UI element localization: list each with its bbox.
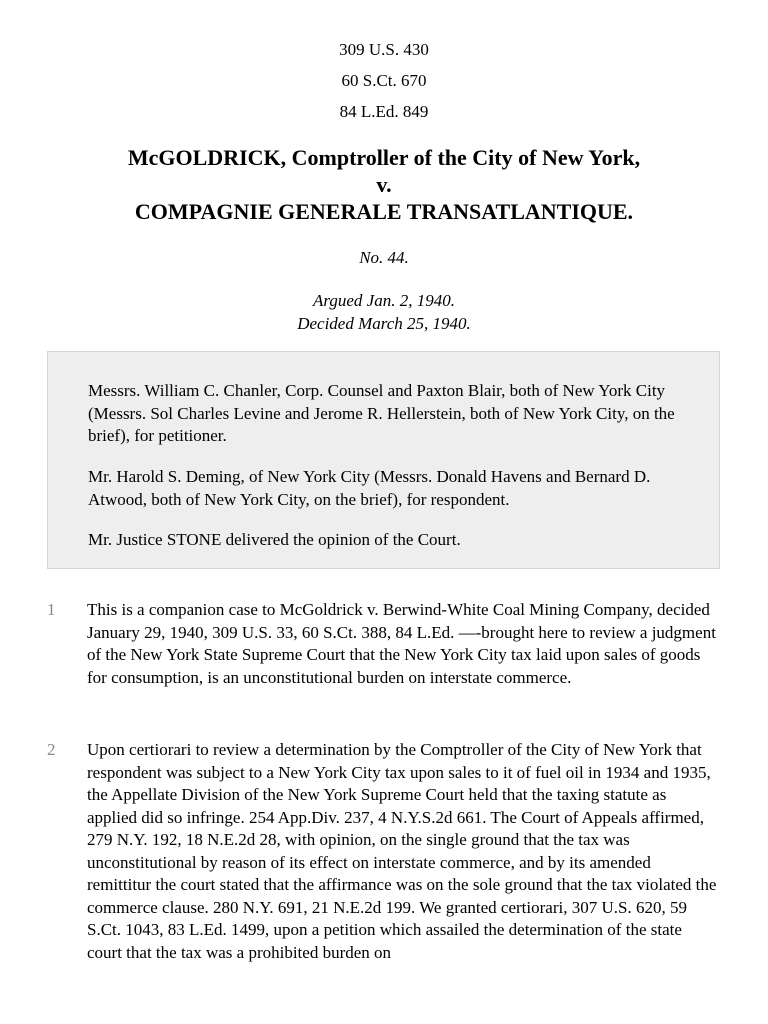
paragraph-text: This is a companion case to McGoldrick v. Berwind-White Coal Mining Company, decided January 29, 1940, 309 U.S. 33, 60 S.Ct. 388, 84 L.Ed. —-brought here to review a judgment of the New York State Supreme Court that the New York City tax laid upon sales of goods for consumption, is an unconstitutional burden on interstate commerce. [87, 600, 716, 687]
counsel-box [47, 351, 720, 569]
opinion-author: Mr. Justice STONE delivered the opinion of the Court. [88, 530, 461, 549]
paragraph-number: 2 [47, 740, 56, 759]
petitioner-name: McGOLDRICK, Comptroller of the City of New York, [127, 145, 641, 170]
argued-date: Argued Jan. 2, 1940. [313, 291, 455, 310]
citation-sct: 60 S.Ct. 670 [341, 71, 427, 90]
paragraph-text: Upon certiorari to review a determination by the Comptroller of the City of New York that respondent was subject to a New York City tax upon sales to it of fuel oil in 1934 and 1935, the Appellate Division of the New York Supreme Court held that the taxing statute as applied did so infringe. 254 App.Div. 237, 4 N.Y.S.2d 661. The Court of Appeals affirmed, 279 N.Y. 192, 18 N.E.2d 28, with opinion, on the single ground that the tax was unconstitutional by reason of its effect on interstate commerce, and by its amended remittitur the court stated that the affirmance was on the sole ground that the tax violated the commerce clause. 280 N.Y. 691, 21 N.E.2d 199. We granted certiorari, 307 U.S. 620, 59 S.Ct. 1043, 83 L.Ed. 1499, upon a petition which assailed the determination of the state court that the tax was a prohibited burden on [87, 740, 717, 962]
counsel-petitioner: Messrs. William C. Chanler, Corp. Counsel and Paxton Blair, both of New York City (Messrs. Sol Charles Levine and Jerome R. Hellerstein, both of New York City, on the brief), for petitioner. [88, 381, 675, 445]
case-title [0, 144, 768, 225]
paragraph-number: 1 [47, 600, 56, 619]
versus-label: v. [376, 172, 392, 197]
respondent-name: COMPAGNIE GENERALE TRANSATLANTIQUE. [134, 199, 634, 224]
citation-led: 84 L.Ed. 849 [339, 102, 429, 121]
docket-number: No. 44. [359, 248, 409, 267]
citation-us: 309 U.S. 430 [339, 40, 429, 59]
decided-date: Decided March 25, 1940. [297, 314, 471, 333]
counsel-respondent: Mr. Harold S. Deming, of New York City (Messrs. Donald Havens and Bernard D. Atwood, both of New York City, on the brief), for respondent. [88, 467, 651, 509]
case-dates [0, 289, 768, 335]
citation-block [0, 34, 768, 127]
